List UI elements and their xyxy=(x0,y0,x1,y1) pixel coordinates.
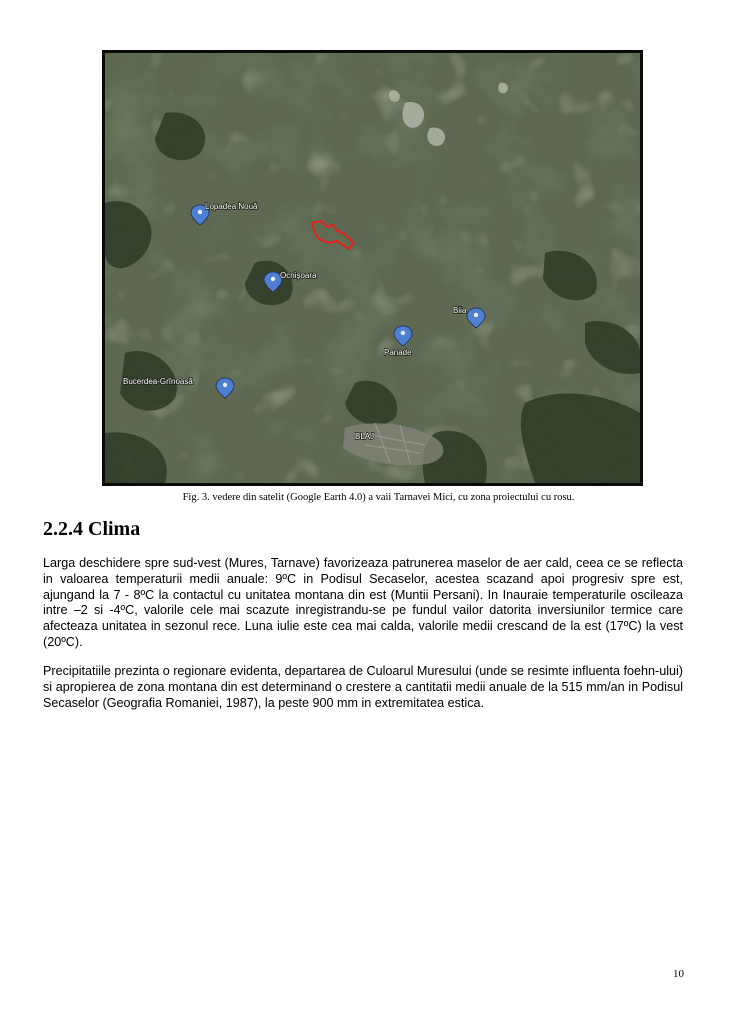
image-grain xyxy=(105,53,640,483)
map-label-lopadea: Lopadea Nouă xyxy=(205,202,258,211)
section-heading: 2.2.4 Clima xyxy=(43,518,141,540)
figure-caption: Fig. 3. vedere din satelit (Google Earth 4.0) a vaii Tarnavei Mici, cu zona proiectului cu rosu. xyxy=(182,492,575,503)
satellite-map-figure xyxy=(102,50,643,486)
map-label-blaj: BLAJ xyxy=(355,432,375,441)
satellite-image xyxy=(105,53,640,483)
map-label-biia: Biia xyxy=(453,306,467,315)
map-label-bucerdea: Bucerdea-Grînoasă xyxy=(123,377,193,386)
map-label-panade: Panade xyxy=(384,348,412,357)
page-number: 10 xyxy=(673,968,684,980)
paragraph-temperature: Larga deschidere spre sud-vest (Mures, Tarnave) favorizeaza patrunerea maselor de aer cald, ceea ce se reflecta in valoarea temperaturii medii anuale: 9ºC in Podisul Secaselor, acestea scazand apoi progresiv spre est, ajungand la 7 - 8ºC la contactul cu unitatea montana din est (Muntii Persani). In Inauraie temperaturile oscileaza intre –2 si -4ºC, valorile cele mai scazute inregistrandu-se pe fundul vailor datorita inversiunilor termice care afecteaza unitatea in sezonul rece. Luna iulie este cea mai calda, valorile medii crescand de la est (17ºC) la vest (20ºC). xyxy=(43,556,683,649)
paragraph-precipitation: Precipitatiile prezinta o regionare evidenta, departarea de Culoarul Muresului (unde se resimte influenta foehn-ului) si apropierea de zona montana din est determinand o crestere a cantitatii medii anuale de la 515 mm/an in Podisul Secaselor (Geografia Romaniei, 1987), la peste 900 mm in extremitatea estica. xyxy=(43,664,683,710)
map-label-ocnisoara: Ocnișoara xyxy=(280,271,317,280)
